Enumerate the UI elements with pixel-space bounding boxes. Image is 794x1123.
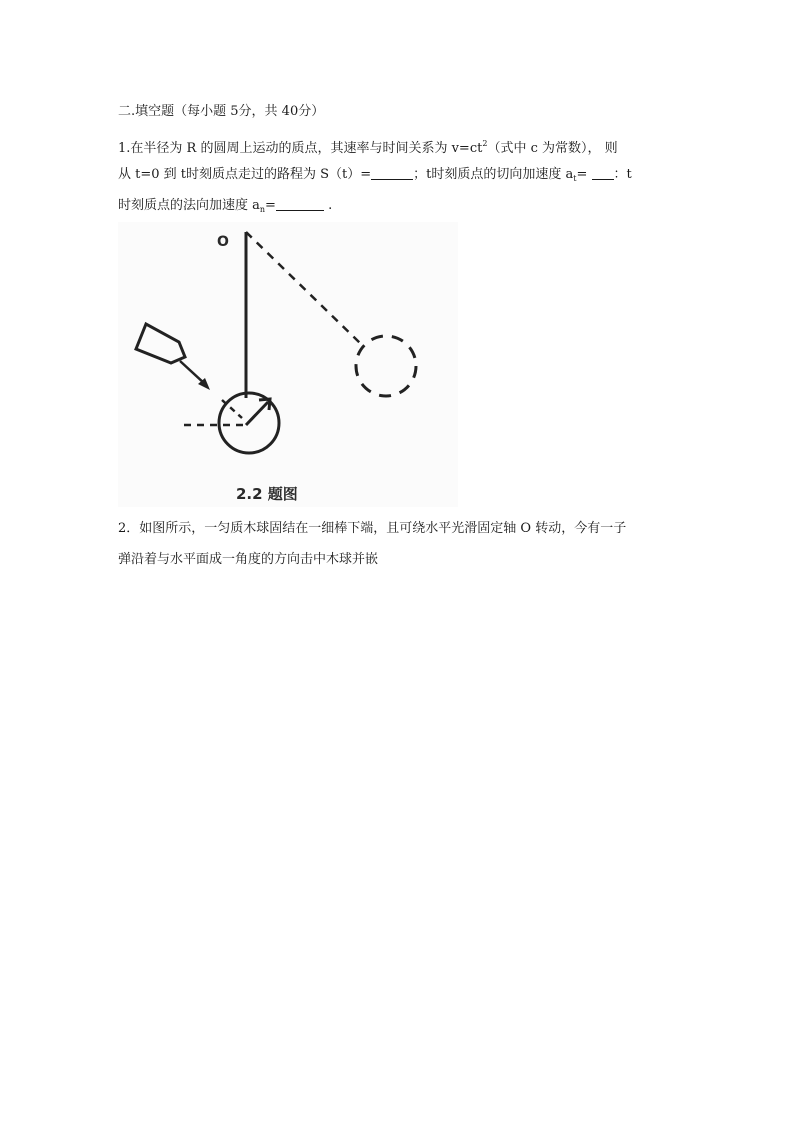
figure-caption: 2.2 题图: [236, 485, 298, 503]
pendulum-figure: [118, 222, 458, 507]
q1-line-1: [118, 136, 618, 157]
section-title: 二.填空题（每小题 5分，共 40分）: [118, 104, 325, 119]
q1-subscript-t: t: [573, 174, 577, 183]
q1-text-3c: .: [328, 198, 333, 213]
q1-line-2: [118, 167, 632, 187]
answer-blank-tangential[interactable]: [592, 167, 614, 180]
q1-text-2c: =: [576, 167, 588, 182]
q1-text-1-end: （式中 c 为常数）， 则: [487, 141, 618, 156]
answer-blank-path[interactable]: [371, 167, 413, 180]
q2-line-2: 弹沿着与水平面成一角度的方向击中木球并嵌: [118, 552, 379, 567]
q1-text-1: 1.在半径为 R 的圆周上运动的质点，其速率与时间关系为 v=ct: [118, 141, 483, 156]
q1-text-2d: ：t: [613, 167, 632, 182]
answer-blank-normal[interactable]: [276, 198, 324, 211]
q1-text-2a: 从 t=0 到 t时刻质点走过的路程为 S（t）=: [118, 167, 372, 182]
q1-line-3: [118, 198, 332, 218]
q1-text-3b: =: [265, 198, 276, 213]
q1-subscript-n: n: [259, 205, 266, 214]
q1-exponent: 2: [482, 139, 488, 148]
q2-line-1: 2．如图所示，一匀质木球固结在一细棒下端，且可绕水平光滑固定轴 O 转动，今有一子: [118, 521, 627, 536]
figure-background: [118, 222, 458, 507]
pivot-label: O: [217, 234, 229, 250]
q1-text-2b: ；t时刻质点的切向加速度 a: [413, 167, 574, 182]
q1-text-3a: 时刻质点的法向加速度 a: [118, 198, 260, 213]
